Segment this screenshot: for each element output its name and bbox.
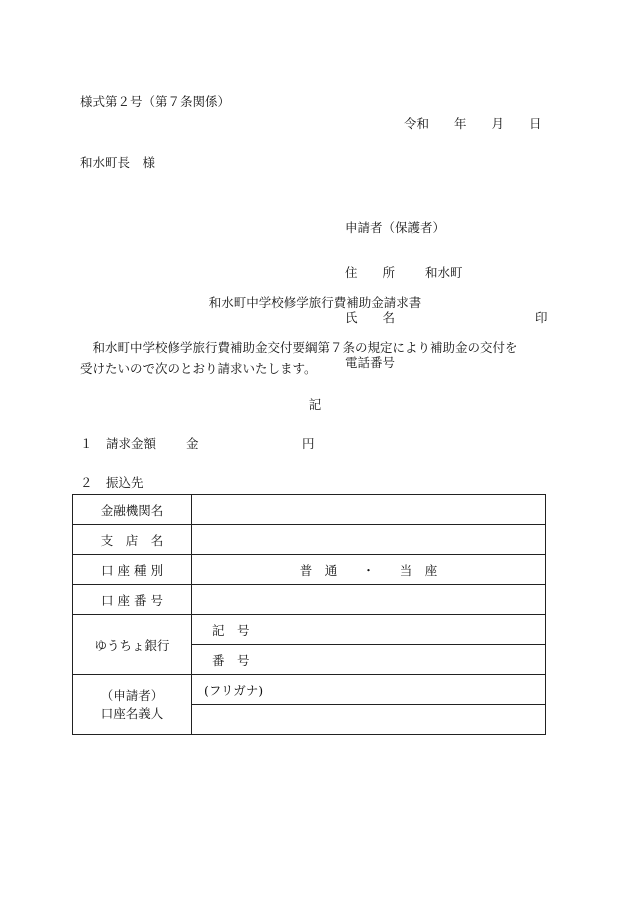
yucho-kigou-field[interactable]: 記 号	[192, 615, 546, 645]
transfer-heading	[80, 477, 144, 490]
furigana-field[interactable]: (フリガナ)	[192, 675, 546, 705]
account-number-field[interactable]	[192, 585, 546, 615]
form-number: 様式第２号（第７条関係）	[80, 94, 231, 109]
addressee: 和水町長 様	[80, 155, 156, 170]
table-row	[73, 555, 546, 585]
branch-label: 支 店 名	[73, 525, 192, 555]
institution-field[interactable]	[192, 495, 546, 525]
table-row	[73, 585, 546, 615]
phone-label: 電話番号	[345, 355, 396, 370]
table-row	[73, 675, 546, 705]
section-1-number: １	[80, 436, 93, 451]
applicant-heading: 申請者（保護者）	[345, 220, 446, 235]
account-type-label: 口 座 種 別	[73, 555, 192, 585]
address-label: 住 所	[345, 265, 396, 280]
table-row	[73, 525, 546, 555]
yen-label: 円	[302, 436, 315, 451]
branch-field[interactable]	[192, 525, 546, 555]
seal-mark: 印	[535, 310, 548, 325]
institution-label: 金融機関名	[73, 495, 192, 525]
account-holder-label-1: （申請者）	[100, 687, 164, 703]
account-number-label: 口 座 番 号	[73, 585, 192, 615]
ki-heading: 記	[308, 397, 322, 412]
request-amount-label: 請求金額	[106, 436, 157, 451]
body-text	[80, 337, 560, 379]
account-type-options[interactable]: 普 通 ・ 当 座	[192, 555, 546, 585]
yucho-bangou-field[interactable]: 番 号	[192, 645, 546, 675]
date-line: 令和 年 月 日	[404, 116, 542, 131]
yucho-label: ゆうちょ銀行	[73, 615, 192, 675]
request-amount-line	[80, 438, 315, 451]
kin-label: 金	[186, 436, 199, 451]
table-row	[73, 615, 546, 645]
table-row	[73, 495, 546, 525]
bank-table	[72, 494, 546, 735]
section-2-number: ２	[80, 475, 93, 490]
name-label: 氏 名	[345, 310, 396, 325]
document-title: 和水町中学校修学旅行費補助金請求書	[208, 295, 422, 310]
body-line-2: 受けたいので次のとおり請求いたします。	[80, 361, 317, 376]
transfer-label: 振込先	[106, 475, 144, 490]
account-holder-label	[73, 675, 192, 735]
account-holder-label-2: 口座名義人	[100, 705, 164, 721]
address-value[interactable]: 和水町	[425, 265, 463, 280]
body-line-1: 和水町中学校修学旅行費補助金交付要綱第７条の規定により補助金の交付を	[80, 340, 518, 355]
account-holder-field[interactable]	[192, 705, 546, 735]
